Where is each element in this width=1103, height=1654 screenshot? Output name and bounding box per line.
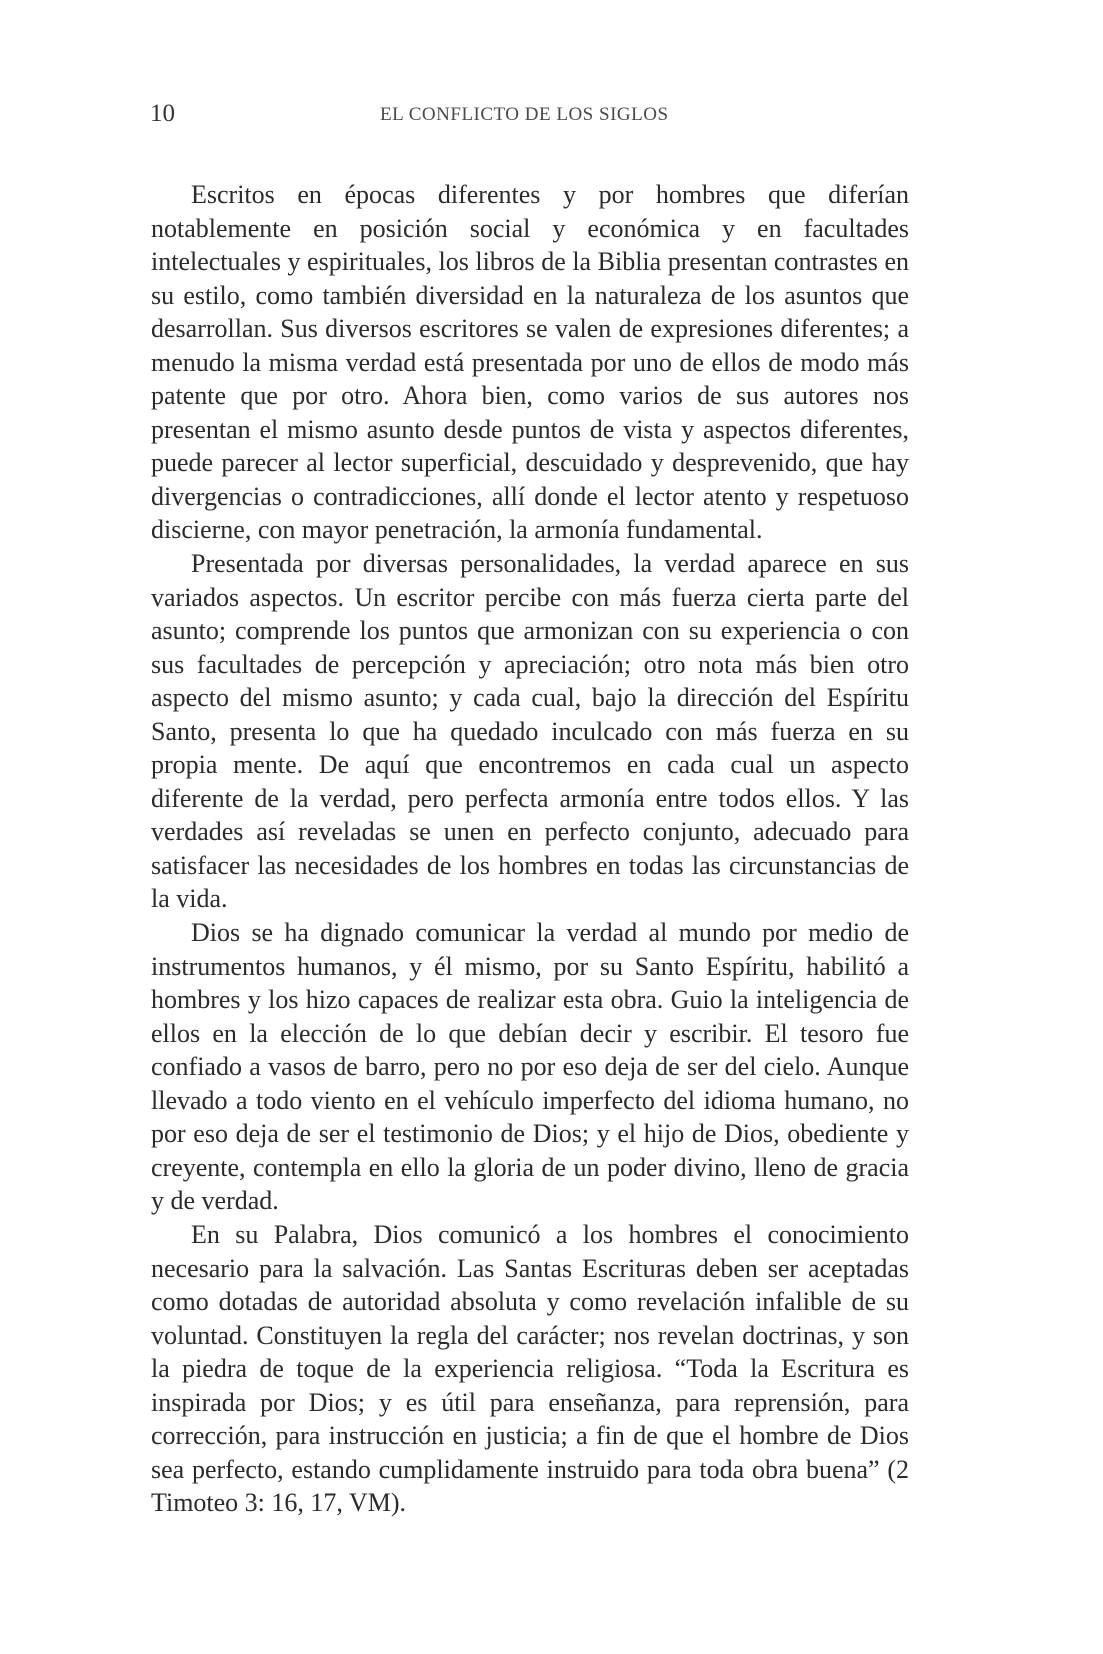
page-number: 10 bbox=[150, 100, 175, 127]
running-title: EL CONFLICTO DE LOS SIGLOS bbox=[380, 104, 669, 125]
body-text bbox=[151, 178, 909, 1520]
paragraph-4: En su Palabra, Dios comunicó a los hombres el conocimiento necesario para la salvación. Las Santas Escrituras deben ser aceptadas como dotadas de autoridad absoluta y como revelación infalible de su voluntad. Constituyen la regla del carácter; nos revelan doctrinas, y son la piedra de toque de la experiencia religiosa. “Toda la Escritura es inspirada por Dios; y es útil para enseñanza, para reprensión, para corrección, para instrucción en justicia; a fin de que el hombre de Dios sea perfecto, estando cumplidamente instruido para toda obra buena” (2 Timoteo 3: 16, 17, VM). bbox=[151, 1219, 909, 1518]
paragraph-2: Presentada por diversas personalidades, la verdad aparece en sus variados aspectos. Un escritor percibe con más fuerza cierta parte del asunto; comprende los puntos que armonizan con su experiencia o con sus facultades de percepción y apreciación; otro nota más bien otro aspecto del mismo asunto; y cada cual, bajo la dirección del Espíritu Santo, presenta lo que ha quedado inculcado con más fuerza en su propia mente. De aquí que encontremos en cada cual un aspecto diferente de la verdad, pero perfecta armonía entre todos ellos. Y las verdades así reveladas se unen en perfecto conjunto, adecuado para satisfacer las necesidades de los hombres en todas las circunstancias de la vida. bbox=[151, 549, 909, 914]
paragraph-3: Dios se ha dignado comunicar la verdad al mundo por medio de instrumentos humanos, y él mismo, por su Santo Espíritu, habilitó a hombres y los hizo capaces de realizar esta obra. Guio la inteligencia de ellos en la elección de lo que debían decir y escribir. El tesoro fue confiado a vasos de barro, pero no por eso deja de ser del cielo. Aunque llevado a todo viento en el vehículo imperfecto del idioma humano, no por eso deja de ser el testimonio de Dios; y el hijo de Dios, obediente y creyente, contempla en ello la gloria de un poder divino, lleno de gracia y de verdad. bbox=[151, 918, 909, 1216]
paragraph-1: Escritos en épocas diferentes y por hombres que diferían notablemente en posición social y económica y en facultades intelectuales y espirituales, los libros de la Biblia presentan contrastes en su estilo, como también diversidad en la naturaleza de los asuntos que desarrollan. Sus diversos escritores se valen de expresiones diferentes; a menudo la misma verdad está presentada por uno de ellos de modo más patente que por otro. Ahora bien, como varios de sus autores nos presentan el mismo asunto desde puntos de vista y aspectos diferentes, puede parecer al lector superficial, descuidado y desprevenido, que hay divergencias o contradicciones, allí donde el lector atento y respetuoso discierne, con mayor penetración, la armonía fundamental. bbox=[151, 180, 909, 545]
running-head bbox=[150, 96, 910, 136]
